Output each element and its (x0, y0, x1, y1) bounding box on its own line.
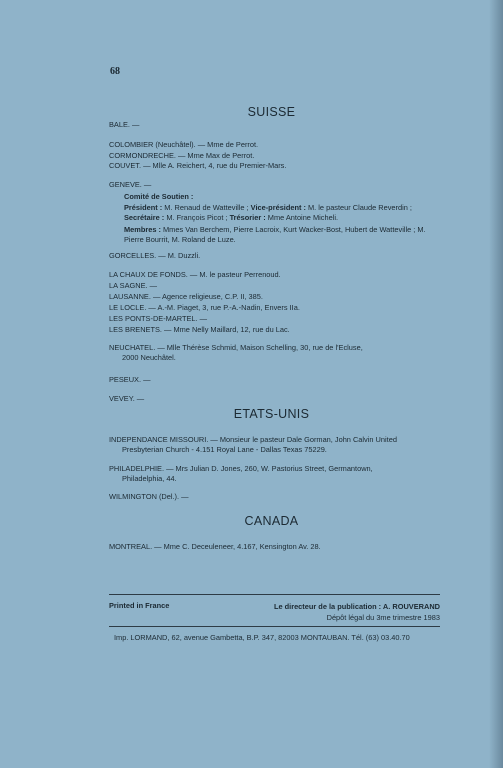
entry-neuchatel (109, 343, 363, 362)
entry-philadelphie-line-2: Philadelphia, 44. (122, 473, 177, 483)
section-title-etats-unis: ETATS-UNIS (233, 407, 310, 421)
entry-independance-line-1: INDEPENDANCE MISSOURI. — Monsieur le pasteur Dale Gorman, John Calvin United (109, 435, 397, 444)
footer-top-rule (109, 594, 440, 595)
entry-philadelphie (109, 464, 373, 483)
entry-independance-missouri (109, 435, 397, 454)
entry-wilmington: WILMINGTON (Del.). — (109, 492, 189, 501)
entry-peseux: PESEUX. — (109, 375, 151, 384)
entry-couvet: COUVET. — Mlle A. Reichert, 4, rue du Premier-Mars. (109, 161, 287, 170)
imprimerie-line: Imp. LORMAND, 62, avenue Gambetta, B.P. 347, 82003 MONTAUBAN. Tél. (63) 03.40.70 (114, 633, 410, 642)
entry-bale: BALE. — (109, 120, 140, 129)
page-number: 68 (110, 66, 120, 77)
entry-montreal: MONTREAL. — Mme C. Deceuleneer, 4.167, Kensington Av. 28. (109, 542, 321, 551)
entry-les-ponts-de-martel: LES PONTS-DE-MARTEL. — (109, 314, 208, 323)
comite-secretaire-line: Secrétaire : M. François Picot ; Trésorier : Mme Antoine Micheli. (124, 213, 339, 222)
entry-independance-line-2: Presbyterian Church - 4.151 Royal Lane - Dallas Texas 75229. (122, 444, 327, 454)
entry-le-locle: LE LOCLE. — A.-M. Piaget, 3, rue P.-A.-Nadin, Envers IIa. (109, 303, 300, 312)
section-title-suisse: SUISSE (247, 105, 296, 119)
directeur-publication: Le directeur de la publication : A. ROUVERAND (273, 602, 440, 611)
entry-neuchatel-line-2: 2000 Neuchâtel. (122, 352, 176, 362)
publication-info (262, 601, 440, 623)
entry-geneve: GENEVE. — (109, 180, 152, 189)
depot-legal: Dépôt légal du 3me trimestre 1983 (326, 613, 440, 622)
printed-in-france: Printed in France (109, 601, 170, 610)
entry-la-sagne: LA SAGNE. — (109, 281, 158, 290)
entry-les-brenets: LES BRENETS. — Mme Nelly Maillard, 12, rue du Lac. (109, 325, 290, 334)
entry-lausanne: LAUSANNE. — Agence religieuse, C.P. II, 385. (109, 292, 263, 301)
entry-colombier: COLOMBIER (Neuchâtel). — Mme de Perrot. (109, 140, 259, 149)
entry-philadelphie-line-1: PHILADELPHIE. — Mrs Julian D. Jones, 260, W. Pastorius Street, Germantown, (109, 464, 373, 473)
entry-gorcelles: GORCELLES. — M. Duzzli. (109, 251, 201, 260)
entry-la-chaux-de-fonds: LA CHAUX DE FONDS. — M. le pasteur Perrenoud. (109, 270, 281, 279)
entry-vevey: VEVEY. — (109, 394, 145, 403)
section-title-canada: CANADA (244, 514, 299, 528)
comite-president-line: Président : M. Renaud de Watteville ; Vice-président : M. le pasteur Claude Reverdin ; (124, 203, 412, 212)
comite-membres: Membres : Mmes Van Berchem, Pierre Lacroix, Kurt Wacker-Bost, Hubert de Watteville ; M. Pierre Bourrit, M. Roland de Luze. (124, 225, 426, 244)
entry-cormondreche: CORMONDRECHE. — Mme Max de Perrot. (109, 151, 255, 160)
comite-heading: Comité de Soutien : (124, 192, 194, 201)
footer-bottom-rule (109, 626, 440, 627)
entry-neuchatel-line-1: NEUCHATEL. — Mlle Thérèse Schmid, Maison Schelling, 30, rue de l'Ecluse, (109, 343, 363, 352)
